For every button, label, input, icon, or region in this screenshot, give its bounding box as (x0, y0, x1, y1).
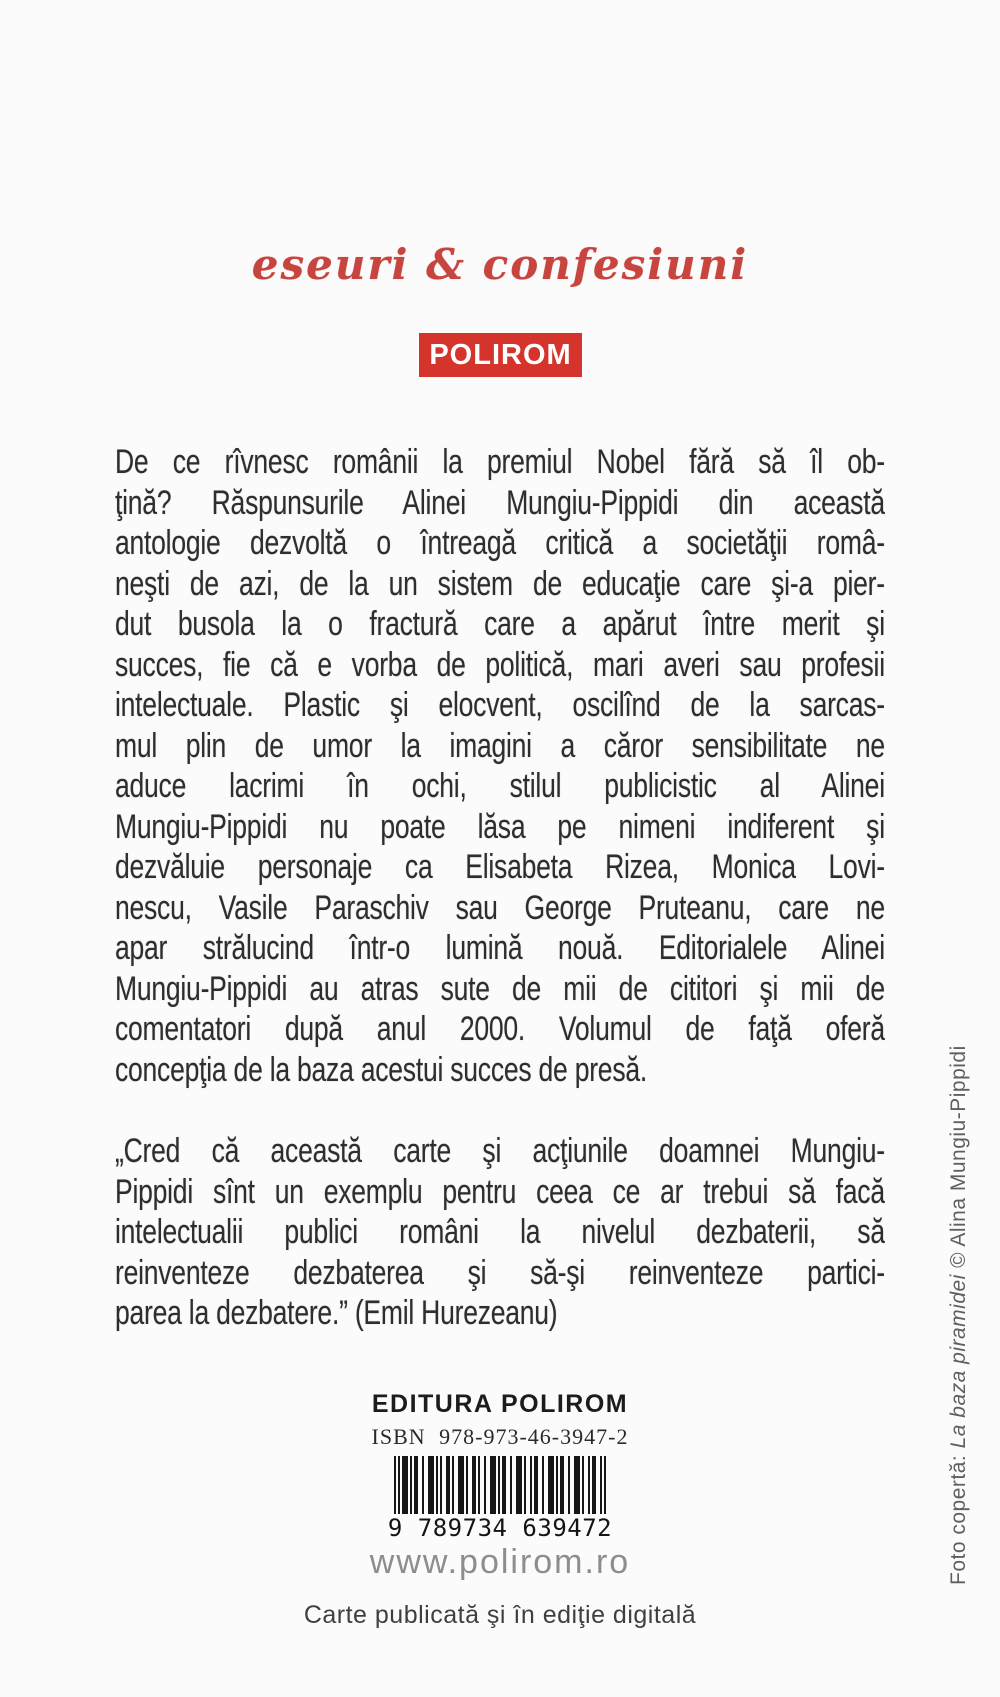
text-line: antologie dezvoltă o întreagă critică a societăţii româ- (115, 524, 885, 562)
text-line: dezvăluie personaje ca Elisabeta Rizea, Monica Lovi- (115, 848, 885, 886)
text-line: dut busola la o fractură care a apărut între merit şi (115, 605, 885, 643)
cover-photo-credit (947, 1025, 971, 1585)
barcode-digits: 9 789734 639472 (387, 1514, 613, 1542)
publisher-website: www.polirom.ro (369, 1543, 631, 1581)
publisher-logo-badge (419, 333, 582, 377)
text-line: intelectuale. Plastic şi elocvent, oscilînd de la sarcas- (115, 686, 885, 724)
photo-credit-prefix: Foto copertă: (947, 1448, 970, 1585)
text-line: ţină? Răspunsurile Alinei Mungiu-Pippidi din această (115, 483, 885, 522)
text-line: intelectualii publici români la nivelul dezbaterii, să (115, 1213, 885, 1251)
text-line: aduce lacrimi în ochi, stilul publicistic al Alinei (115, 767, 885, 805)
publisher-name: EDITURA POLIROM (371, 1390, 629, 1418)
ean-barcode (387, 1456, 613, 1542)
text-line: nescu, Vasile Paraschiv sau George Pruteanu, care ne (115, 888, 885, 927)
text-line: mul plin de umor la imagini a căror sensibilitate ne (115, 726, 885, 765)
text-line: Mungiu-Pippidi au atras sute de mii de cititori şi mii de (115, 969, 885, 1008)
text-line: succes, fie că e vorba de politică, mari averi sau profesii (115, 645, 885, 684)
blurb-quote-paragraph (115, 1131, 885, 1334)
digital-edition-note: Carte publicată şi în ediţie digitală (303, 1601, 697, 1629)
isbn-text: ISBN 978-973-46-3947-2 (371, 1424, 629, 1449)
text-line: apar strălucind într-o lumină nouă. Editorialele Alinei (115, 929, 885, 967)
text-line: concepţia de la baza acestui succes de presă. (115, 1050, 647, 1089)
photo-credit-author: © Alina Mungiu-Pippidi (947, 1045, 970, 1275)
text-line: neşti de azi, de la un sistem de educaţie care şi-a pier- (115, 564, 885, 603)
text-line: Pippidi sînt un exemplu pentru ceea ce ar trebui să facă (115, 1172, 885, 1211)
publisher-logo-text: POLIROM (429, 338, 572, 371)
photo-credit-book-title: La baza piramidei (947, 1274, 970, 1449)
text-line: parea la dezbatere.” (Emil Hurezeanu) (115, 1294, 558, 1332)
description-paragraph (115, 442, 885, 1090)
text-line: comentatori după anul 2000. Volumul de faţă oferă (115, 1010, 885, 1048)
text-line: Mungiu-Pippidi nu poate lăsa pe nimeni indiferent şi (115, 807, 885, 846)
series-title: eseuri & confesiuni (251, 240, 749, 289)
text-line: De ce rîvnesc românii la premiul Nobel fără să îl ob- (115, 443, 885, 481)
text-line: reinventeze dezbaterea şi să-şi reinventeze partici- (115, 1253, 885, 1292)
text-line: „Cred că această carte şi acţiunile doamnei Mungiu- (115, 1132, 885, 1170)
back-cover-text (115, 442, 885, 1334)
